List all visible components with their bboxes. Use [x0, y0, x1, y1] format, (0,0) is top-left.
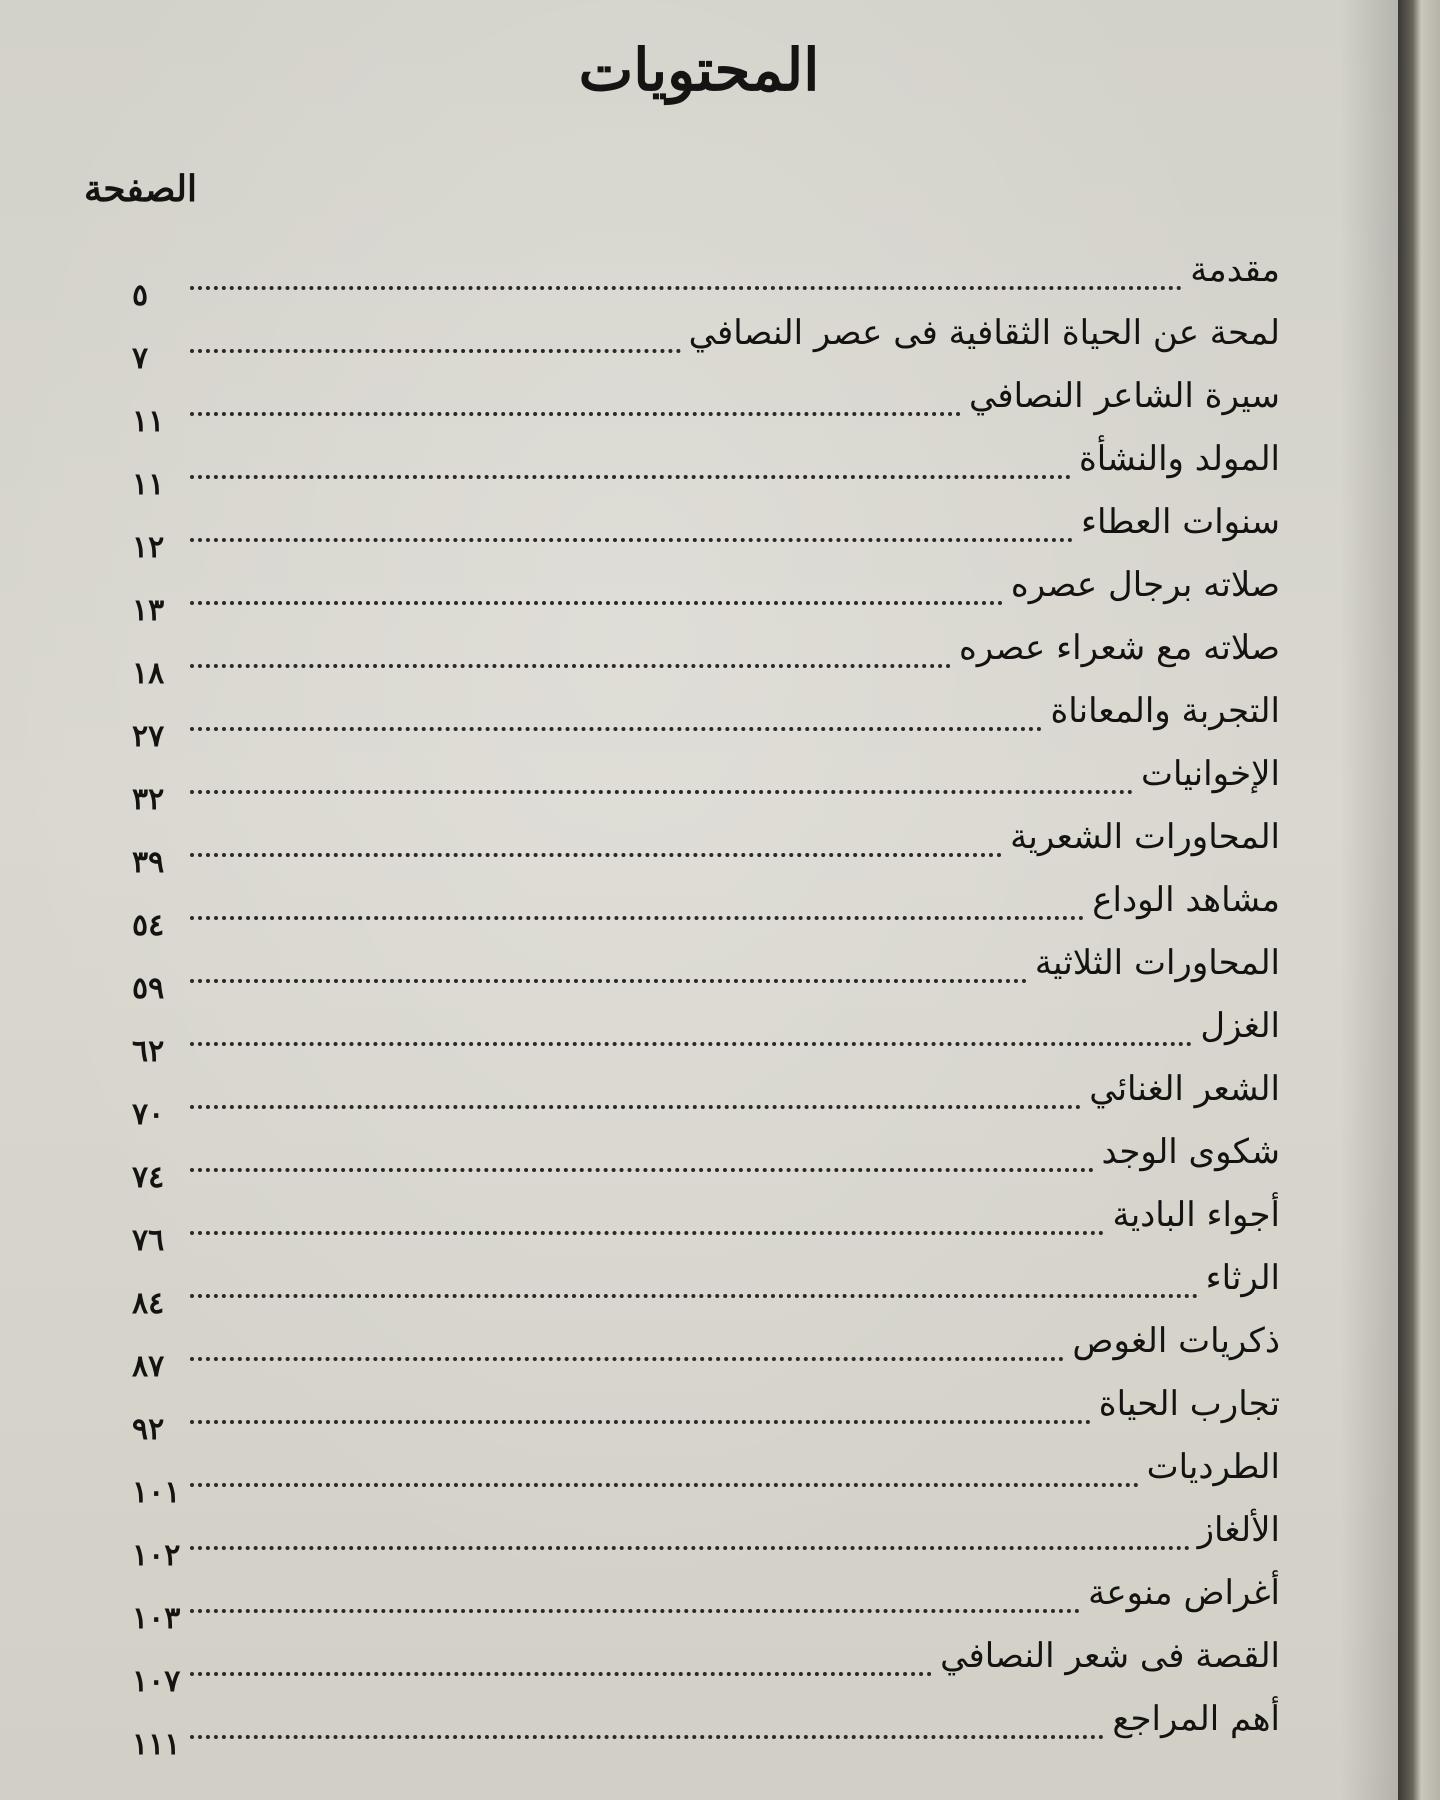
toc-entry [132, 565, 1280, 628]
toc-entry-page-number: ٧ [132, 341, 149, 376]
toc-entry-title: التجربة والمعاناة [1050, 691, 1280, 731]
toc-dot-leader [190, 1284, 1198, 1298]
toc-entry-title: المولد والنشأة [1078, 439, 1280, 479]
toc-entry [132, 754, 1280, 817]
toc-entry-title: أهم المراجع [1112, 1699, 1280, 1739]
toc-entry-title: أجواء البادية [1112, 1195, 1280, 1235]
toc-entry-page-number: ١٠٧ [132, 1664, 181, 1699]
toc-entry-page-number: ٩٢ [132, 1412, 165, 1447]
toc-dot-leader [190, 717, 1042, 731]
toc-dot-leader [190, 465, 1071, 479]
toc-entry-page-number: ٥ [132, 278, 149, 313]
toc-entry-page-number: ٧٤ [132, 1160, 165, 1195]
toc-entry-title: سيرة الشاعر النصافي [969, 376, 1280, 416]
toc-entry [132, 880, 1280, 943]
toc-entry [132, 1636, 1280, 1699]
toc-entry-title: مقدمة [1190, 250, 1280, 290]
toc-entry [132, 1195, 1280, 1258]
toc-entry [132, 376, 1280, 439]
toc-entry [132, 250, 1280, 313]
toc-entry-page-number: ١١ [132, 404, 165, 439]
toc-entry-page-number: ٣٢ [132, 782, 165, 817]
toc-entry-title: صلاته مع شعراء عصره [958, 628, 1280, 668]
toc-entry-page-number: ٢٧ [132, 719, 165, 754]
toc-entry-page-number: ٣٩ [132, 845, 165, 880]
toc-entry-page-number: ٥٩ [132, 971, 165, 1006]
toc-entry-title: المحاورات الثلاثية [1034, 943, 1280, 983]
toc-entry-page-number: ١٠٣ [132, 1601, 181, 1636]
toc-entry-page-number: ٦٢ [132, 1034, 165, 1069]
toc-entry-title: لمحة عن الحياة الثقافية فى عصر النصافي [688, 313, 1280, 353]
toc-dot-leader [190, 1725, 1104, 1739]
page-column-label: الصفحة [84, 168, 197, 210]
toc-entry-title: الغزل [1200, 1006, 1280, 1046]
toc-entry-page-number: ١٨ [132, 656, 165, 691]
toc-entry [132, 1321, 1280, 1384]
toc-dot-leader [190, 906, 1084, 920]
toc-entry-title: مشاهد الوداع [1092, 880, 1280, 920]
toc-dot-leader [190, 1095, 1081, 1109]
toc-dot-leader [190, 591, 1003, 605]
toc-entry-title: صلاته برجال عصره [1010, 565, 1280, 605]
toc-dot-leader [190, 1221, 1104, 1235]
toc-entry-title: ذكريات الغوص [1072, 1321, 1280, 1361]
toc-entry [132, 1510, 1280, 1573]
toc-entry [132, 1069, 1280, 1132]
toc-entry-title: الطرديات [1146, 1447, 1280, 1487]
toc-dot-leader [190, 1347, 1064, 1361]
toc-entry [132, 1384, 1280, 1447]
toc-dot-leader [190, 1536, 1190, 1550]
toc-entry [132, 628, 1280, 691]
toc-entry-page-number: ١١١ [132, 1727, 181, 1762]
toc-entry-page-number: ٧٦ [132, 1223, 165, 1258]
toc-entry-page-number: ١٣ [132, 593, 165, 628]
toc-entry-title: شكوى الوجد [1101, 1132, 1280, 1172]
toc-dot-leader [190, 1662, 932, 1676]
toc-entry [132, 1258, 1280, 1321]
toc-entry [132, 1573, 1280, 1636]
book-spine-edge [1398, 0, 1440, 1800]
toc-dot-leader [190, 1410, 1091, 1424]
toc-entry [132, 1699, 1280, 1762]
toc-entry [132, 1132, 1280, 1195]
toc-dot-leader [190, 1473, 1139, 1487]
toc-entry-title: الإخوانيات [1141, 754, 1280, 794]
toc-dot-leader [190, 528, 1073, 542]
page-title: المحتويات [578, 36, 820, 104]
toc-entry-page-number: ٨٤ [132, 1286, 165, 1321]
toc-entry-page-number: ٥٤ [132, 908, 165, 943]
toc-entry-page-number: ٧٠ [132, 1097, 165, 1132]
toc-entry-title: الشعر الغنائي [1089, 1069, 1280, 1109]
toc-entry-page-number: ١٠١ [132, 1475, 181, 1510]
toc-entry-page-number: ٨٧ [132, 1349, 165, 1384]
toc-entry-title: المحاورات الشعرية [1010, 817, 1280, 857]
toc-dot-leader [190, 402, 961, 416]
toc-entry [132, 502, 1280, 565]
toc-entry-title: الألغاز [1197, 1510, 1280, 1550]
toc-entry [132, 1447, 1280, 1510]
toc-entry-title: الرثاء [1205, 1258, 1280, 1298]
table-of-contents [132, 250, 1280, 1762]
toc-entry [132, 691, 1280, 754]
toc-entry-title: تجارب الحياة [1098, 1384, 1280, 1424]
toc-entry-page-number: ١٢ [132, 530, 165, 565]
toc-entry-title: القصة فى شعر النصافي [940, 1636, 1280, 1676]
toc-dot-leader [190, 843, 1002, 857]
toc-entry-title: أغراض منوعة [1088, 1573, 1280, 1613]
toc-entry-title: سنوات العطاء [1080, 502, 1280, 542]
toc-dot-leader [190, 1158, 1094, 1172]
toc-dot-leader [190, 1599, 1080, 1613]
toc-entry [132, 817, 1280, 880]
toc-entry [132, 313, 1280, 376]
toc-entry-page-number: ١١ [132, 467, 165, 502]
toc-entry [132, 943, 1280, 1006]
toc-entry [132, 439, 1280, 502]
toc-entry [132, 1006, 1280, 1069]
toc-dot-leader [190, 654, 951, 668]
toc-dot-leader [190, 780, 1133, 794]
toc-dot-leader [190, 339, 681, 353]
toc-dot-leader [190, 969, 1027, 983]
toc-dot-leader [190, 1032, 1192, 1046]
page-shadow [1340, 0, 1400, 1800]
toc-dot-leader [190, 276, 1182, 290]
toc-entry-page-number: ١٠٢ [132, 1538, 181, 1573]
